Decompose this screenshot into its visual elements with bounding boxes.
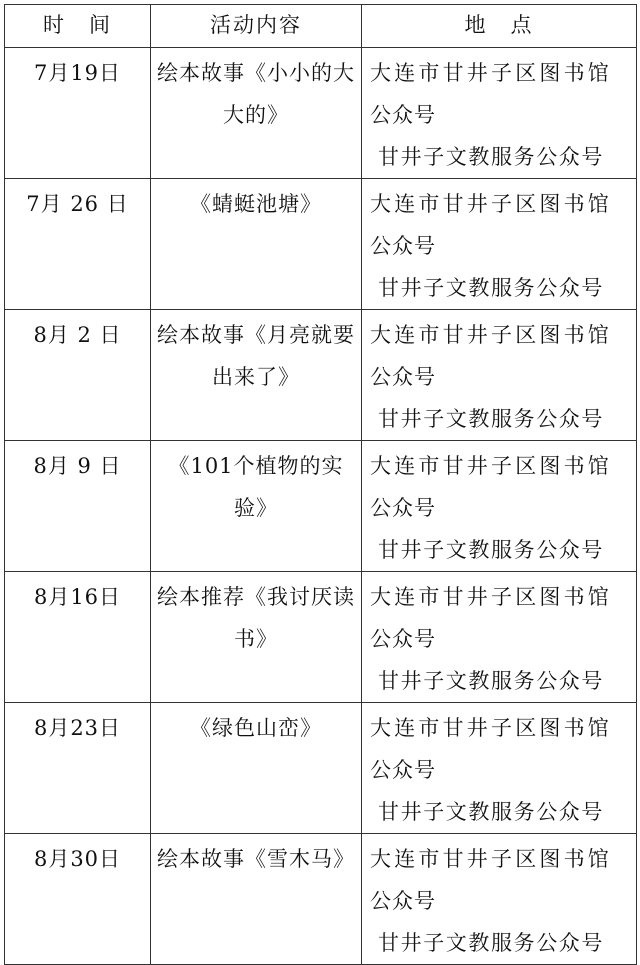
place-cell [362, 572, 637, 703]
date-cell: 7月19日 [5, 48, 151, 179]
place-account: 公众号 [370, 103, 436, 127]
place-account: 公众号 [370, 889, 436, 913]
place-culture-account: 甘井子文教服务公众号 [378, 145, 604, 169]
table-row [5, 572, 637, 703]
date-cell: 8月23日 [5, 703, 151, 834]
date-cell: 8月 9 日 [5, 441, 151, 572]
place-library: 大连市甘井子区图书馆 [370, 454, 612, 478]
date-cell: 7月 26 日 [5, 179, 151, 310]
date-cell: 8月 2 日 [5, 310, 151, 441]
place-account: 公众号 [370, 365, 436, 389]
place-culture-account: 甘井子文教服务公众号 [378, 538, 604, 562]
table-row [5, 703, 637, 834]
place-culture-account: 甘井子文教服务公众号 [378, 276, 604, 300]
place-library: 大连市甘井子区图书馆 [370, 61, 612, 85]
place-library: 大连市甘井子区图书馆 [370, 716, 612, 740]
place-cell [362, 441, 637, 572]
table-row [5, 834, 637, 965]
header-time: 时 间 [5, 5, 151, 48]
place-account: 公众号 [370, 758, 436, 782]
place-culture-account: 甘井子文教服务公众号 [378, 931, 604, 955]
place-library: 大连市甘井子区图书馆 [370, 323, 612, 347]
table-row [5, 179, 637, 310]
place-culture-account: 甘井子文教服务公众号 [378, 407, 604, 431]
place-account: 公众号 [370, 627, 436, 651]
place-cell [362, 703, 637, 834]
table-header-row [5, 5, 637, 48]
place-cell [362, 48, 637, 179]
activity-cell: 《蜻蜓池塘》 [151, 179, 362, 310]
place-cell [362, 310, 637, 441]
place-account: 公众号 [370, 234, 436, 258]
place-cell [362, 834, 637, 965]
activity-schedule-table [4, 4, 637, 965]
activity-cell: 绘本推荐《我讨厌读书》 [151, 572, 362, 703]
place-account: 公众号 [370, 496, 436, 520]
activity-cell: 《101个植物的实验》 [151, 441, 362, 572]
header-activity: 活动内容 [151, 5, 362, 48]
place-cell [362, 179, 637, 310]
place-culture-account: 甘井子文教服务公众号 [378, 800, 604, 824]
activity-cell: 绘本故事《小小的大大的》 [151, 48, 362, 179]
activity-cell: 《绿色山峦》 [151, 703, 362, 834]
table-row [5, 310, 637, 441]
place-culture-account: 甘井子文教服务公众号 [378, 669, 604, 693]
header-place: 地 点 [362, 5, 637, 48]
date-cell: 8月16日 [5, 572, 151, 703]
place-library: 大连市甘井子区图书馆 [370, 192, 612, 216]
place-library: 大连市甘井子区图书馆 [370, 847, 612, 871]
table-row [5, 48, 637, 179]
date-cell: 8月30日 [5, 834, 151, 965]
activity-cell: 绘本故事《月亮就要出来了》 [151, 310, 362, 441]
activity-cell: 绘本故事《雪木马》 [151, 834, 362, 965]
table-row [5, 441, 637, 572]
place-library: 大连市甘井子区图书馆 [370, 585, 612, 609]
